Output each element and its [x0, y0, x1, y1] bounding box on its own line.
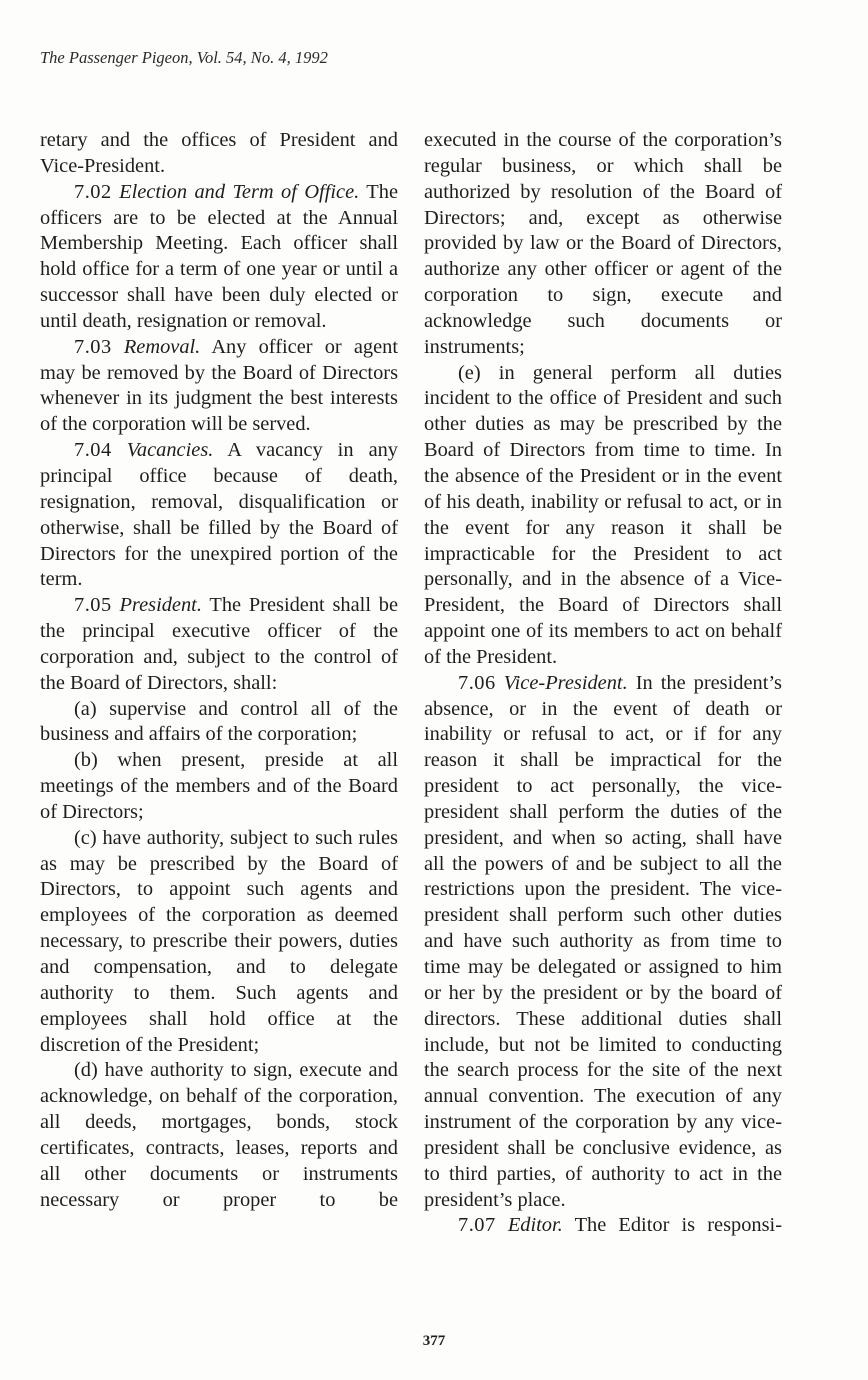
item-d-continued: executed in the course of the corporation’s regular business, or which shall be authorized by resolution of the Board of Directors; and, except as otherwise provided by law or the Board of Directors, authorize any other officer or agent of the corporation to sign, execute and acknowledge such documents or instruments; — [424, 129, 782, 358]
section-7-06 — [424, 671, 782, 1214]
section-text: In the president’s absence, or in the event of death or inability or refusal to act, or if for any reason it shall be impractical for the president to act personally, the vice-president shall perform the duties of the president, and when so acting, shall have all the powers of and be subject to all the restrictions upon the president. The vice-president shall perform such other duties and have such authority as from time to time may be delegated or assigned to him or her by the president or by the board of directors. These additional duties shall include, but not be limited to conducting the search process for the site of the next annual convention. The execution of any instrument of the corporation by any vice-president shall be conclusive evidence, as to third parties, of authority to act in the president’s place. — [424, 671, 782, 1211]
intro-paragraph: retary and the offices of President and Vice-President. — [40, 129, 398, 177]
section-number: 7.07 — [458, 1214, 496, 1237]
section-number: 7.04 — [74, 439, 112, 462]
item-d: (d) have authority to sign, execute and acknowledge, on behalf of the corporation, all deeds, mortgages, bonds, stock certificates, contracts, leases, reports and all other documents or instruments necessary or proper to be — [40, 1059, 398, 1211]
section-number: 7.02 — [74, 180, 112, 203]
section-text: Any officer or agent may be removed by the Board of Directors whenever in its judgment the best interests of the corporation will be served. — [40, 335, 398, 436]
item-b: (b) when present, preside at all meetings of the members and of the Board of Directors; — [40, 749, 398, 823]
section-text: The officers are to be elected at the Annual Membership Meeting. Each officer shall hold office for a term of one year or until a successor shall have been duly elected or until death, resignation or removal. — [40, 180, 398, 332]
section-title: Election and Term of Office. — [119, 180, 360, 203]
section-title: Vice-President. — [503, 671, 628, 694]
item-c: (c) have authority, subject to such rules as may be prescribed by the Board of Directors, to appoint such agents and employees of the corporation as deemed necessary, to prescribe their powers, duties and compensation, and to delegate authority to them. Such agents and employees shall hold office at the discretion of the President; — [40, 826, 398, 1056]
item-e: (e) in general perform all duties incident to the office of President and such other duties as may be prescribed by the Board of Directors from time to time. In the absence of the President or in the event of his death, inability or refusal to act, or in the event for any reason it shall be impracticable for the President to act personally, and in the absence of a Vice-President, the Board of Directors shall appoint one of its members to act on behalf of the President. — [424, 361, 782, 668]
section-title: Editor. — [507, 1214, 563, 1237]
left-column — [40, 128, 398, 1213]
section-text: The Editor is responsi- — [574, 1214, 782, 1237]
section-number: 7.06 — [458, 671, 496, 694]
section-number: 7.05 — [74, 594, 112, 617]
section-text: The President shall be the principal executive officer of the corporation and, subject to the control of the Board of Directors, shall: — [40, 594, 398, 694]
section-7-04 — [40, 438, 398, 593]
page-number: 377 — [422, 1333, 446, 1349]
section-7-03 — [40, 335, 398, 438]
section-title: President. — [119, 594, 202, 617]
section-text: A vacancy in any principal office because of death, resignation, removal, disqualification or otherwise, shall be filled by the Board of Directors for the unexpired portion of the term. — [40, 439, 399, 591]
section-title: Removal. — [123, 335, 201, 358]
section-7-07 — [424, 1213, 782, 1239]
section-title: Vacancies. — [126, 439, 214, 462]
section-7-02 — [40, 180, 398, 335]
section-7-05 — [40, 593, 398, 696]
running-head: The Passenger Pigeon, Vol. 54, No. 4, 1992 — [40, 48, 328, 67]
right-column — [424, 128, 782, 1239]
section-number: 7.03 — [74, 335, 112, 358]
item-a: (a) supervise and control all of the business and affairs of the corporation; — [40, 697, 398, 746]
